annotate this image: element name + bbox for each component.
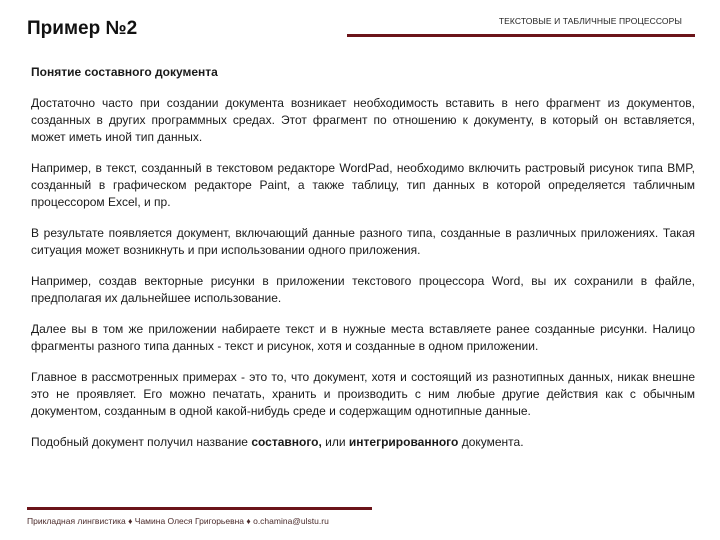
term-integrated: интегрированного (348, 435, 459, 449)
content-heading: Понятие составного документа (31, 65, 218, 79)
paragraph-1: Достаточно часто при создании документа возникает необходимость вставить в него фрагмент из документов, созданных в других программных средах. Этот фрагмент по отношению к документу, в который он вставляется, может иметь иной тип данных. (31, 96, 695, 144)
paragraph-6: Главное в рассмотренных примерах - это то, что документ, хотя и состоящий из разнотипных данных, никак внешне это не проявляет. Его можно печатать, хранить и производить с ним любые другие действия как с обычным документом, созданным в одной какой-нибудь среде и содержащим однотипные данные. (31, 370, 695, 418)
paragraph-2: Например, в текст, созданный в текстовом редакторе WordPad, необходимо включить растровый рисунок типа BMP, созданный в графическом редакторе Paint, а также таблицу, тип данных в которой определяется табличным процессором Excel, и пр. (31, 161, 695, 209)
footer-rule (27, 507, 372, 510)
header-rule (347, 34, 695, 37)
slide-title: Пример №2 (27, 18, 138, 39)
final-text-3: документа. (458, 435, 524, 449)
paragraph-3: В результате появляется документ, включающий данные разного типа, созданные в различных приложениях. Такая ситуация может возникнуть и при использовании одного приложения. (31, 226, 695, 257)
paragraph-final (31, 434, 695, 451)
paragraph-5: Далее вы в том же приложении набираете текст и в нужные места вставляете ранее созданные рисунки. Налицо фрагменты разного типа данных - текст и рисунок, хотя и созданные в одном приложении. (31, 322, 695, 353)
final-text-1: Подобный документ получил название (31, 435, 252, 449)
final-text-2: или (321, 435, 349, 449)
paragraph-4: Например, создав векторные рисунки в приложении текстового процессора Word, вы их сохранили в файле, предполагая их дальнейшее использование. (31, 274, 695, 305)
slide-content (31, 64, 695, 465)
footer-text: Прикладная лингвистика ♦ Чамина Олеся Григорьевна ♦ o.chamina@ulstu.ru (27, 516, 329, 526)
term-composite: составного, (251, 435, 322, 449)
header-label: ТЕКСТОВЫЕ И ТАБЛИЧНЫЕ ПРОЦЕССОРЫ (498, 16, 682, 26)
